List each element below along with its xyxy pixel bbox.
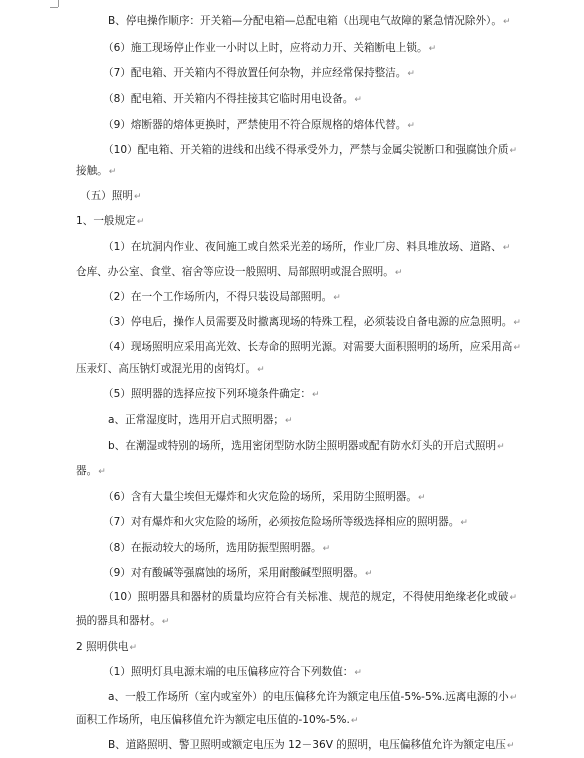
line-text: （3）停电后，操作人员需要及时撤离现场的特殊工程，必须装设自备电源的应急照明。 [103,316,513,328]
line-text: 面积工作场所，电压偏移值允许为额定电压值的-10%-5%. [76,714,350,726]
document-line [76,164,116,178]
document-line [76,713,358,727]
line-text: 损的器具和器材。 [76,615,161,627]
document-line [103,490,426,504]
document-line [108,413,293,427]
paragraph-mark-icon: ↵ [417,493,426,503]
document-line [108,738,514,752]
paragraph-mark-icon: ↵ [354,668,362,678]
paragraph-mark-icon: ↵ [513,343,521,353]
document-line [108,14,510,28]
paragraph-mark-icon: ↵ [108,167,117,177]
document-line [103,387,320,401]
paragraph-mark-icon: ↵ [407,121,415,131]
line-text: （8）配电箱、开关箱内不得挂接其它临时用电设备。 [103,93,354,105]
line-text: a、一般工作场所（室内或室外）的电压偏移允许为额定电压值-5%-5%.远离电源的小 [108,691,509,703]
document-line [103,515,468,529]
document-line [76,265,402,279]
line-text: 器。 [76,465,98,477]
paragraph-mark-icon: ↵ [428,44,437,54]
document-line [103,340,521,354]
document-line [103,590,517,604]
line-text: （8）在振动较大的场所，选用防振型照明器。 [103,542,322,554]
line-text: 2 照明供电 [76,641,129,653]
line-text: （7）对有爆炸和火灾危险的场所，必须按危险场所等级选择相应的照明器。 [103,516,460,528]
line-text: （6）施工现场停止作业一小时以上时，应将动力开、关箱断电上锁。 [103,42,428,54]
paragraph-mark-icon: ↵ [502,243,511,253]
line-text: （9）熔断器的熔体更换时，严禁使用不符合原规格的熔体代替。 [103,119,407,131]
paragraph-mark-icon: ↵ [350,716,359,726]
document-line [103,665,362,679]
paragraph-mark-icon: ↵ [354,95,362,105]
document-line [76,614,169,628]
paragraph-mark-icon: ↵ [161,617,170,627]
document-line [108,439,505,453]
line-text: 1、一般规定 [76,215,136,227]
document-line [76,464,106,478]
paragraph-mark-icon: ↵ [509,146,517,156]
document-line [103,41,436,55]
document-line [103,92,362,106]
line-text: （7）配电箱、开关箱内不得放置任何杂物，并应经常保持整洁。 [103,67,407,79]
crop-mark-horizontal [50,7,58,8]
document-line [80,189,142,203]
document-line [103,290,341,304]
document-line [103,143,517,157]
document-line [76,640,137,654]
line-text: （1）照明灯具电源末端的电压偏移应符合下列数值： [103,666,354,678]
paragraph-mark-icon: ↵ [285,416,293,426]
paragraph-mark-icon: ↵ [257,365,265,375]
line-text: B、停电操作顺序：开关箱—分配电箱—总配电箱（出现电气故障的紧急情况除外）。 [108,15,502,27]
document-line [108,690,517,704]
line-text: a、正常湿度时，选用开启式照明器； [108,414,284,426]
paragraph-mark-icon: ↵ [502,17,511,27]
document-line [103,566,373,580]
paragraph-mark-icon: ↵ [513,318,521,328]
line-text: 压汞灯、高压钠灯或混光用的卤钨灯。 [76,363,257,375]
paragraph-mark-icon: ↵ [497,442,505,452]
paragraph-mark-icon: ↵ [509,693,518,703]
paragraph-mark-icon: ↵ [129,643,138,653]
line-text: （2）在一个工作场所内，不得只装设局部照明。 [103,291,333,303]
paragraph-mark-icon: ↵ [333,293,341,303]
line-text: （4）现场照明应采用高光效、长寿命的照明光源。对需要大面积照明的场所，应采用高 [103,341,513,353]
paragraph-mark-icon: ↵ [460,518,468,528]
paragraph-mark-icon: ↵ [312,390,320,400]
paragraph-mark-icon: ↵ [509,593,517,603]
paragraph-mark-icon: ↵ [394,268,403,278]
line-text: （5）照明器的选择应按下列环境条件确定： [103,388,312,400]
paragraph-mark-icon: ↵ [506,741,515,751]
paragraph-mark-icon: ↵ [407,69,415,79]
line-text: （9）对有酸碱等强腐蚀的场所，采用耐酸碱型照明器。 [103,567,364,579]
line-text: （1）在坑洞内作业、夜间施工或自然采光差的场所，作业厂房、料具堆放场、道路、 [103,241,502,253]
line-text: b、在潮湿或特别的场所，选用密闭型防水防尘照明器或配有防水灯头的开启式照明 [108,440,497,452]
paragraph-mark-icon: ↵ [133,192,142,202]
line-text: 接触。 [76,165,108,177]
document-line [103,66,415,80]
paragraph-mark-icon: ↵ [365,569,373,579]
crop-mark-vertical [58,0,59,7]
line-text: （10）照明器具和器材的质量均应符合有关标准、规范的规定，不得使用绝缘老化或破 [103,591,509,603]
document-line [76,214,144,228]
line-text: （五）照明 [80,190,133,202]
line-text: 仓库、办公室、食堂、宿舍等应设一般照明、局部照明或混合照明。 [76,266,394,278]
paragraph-mark-icon: ↵ [98,467,106,477]
line-text: （6）含有大量尘埃但无爆炸和火灾危险的场所，采用防尘照明器。 [103,491,417,503]
document-line [103,315,521,329]
document-line [103,541,330,555]
paragraph-mark-icon: ↵ [136,217,145,227]
line-text: B、道路照明、警卫照明或额定电压为 12－36V 的照明，电压偏移值允许为额定电压 [108,739,506,751]
document-line [103,240,510,254]
document-line [76,362,265,376]
document-line [103,118,415,132]
paragraph-mark-icon: ↵ [322,544,331,554]
line-text: （10）配电箱、开关箱的进线和出线不得承受外力，严禁与金属尖锐断口和强腐蚀介质 [103,144,509,156]
